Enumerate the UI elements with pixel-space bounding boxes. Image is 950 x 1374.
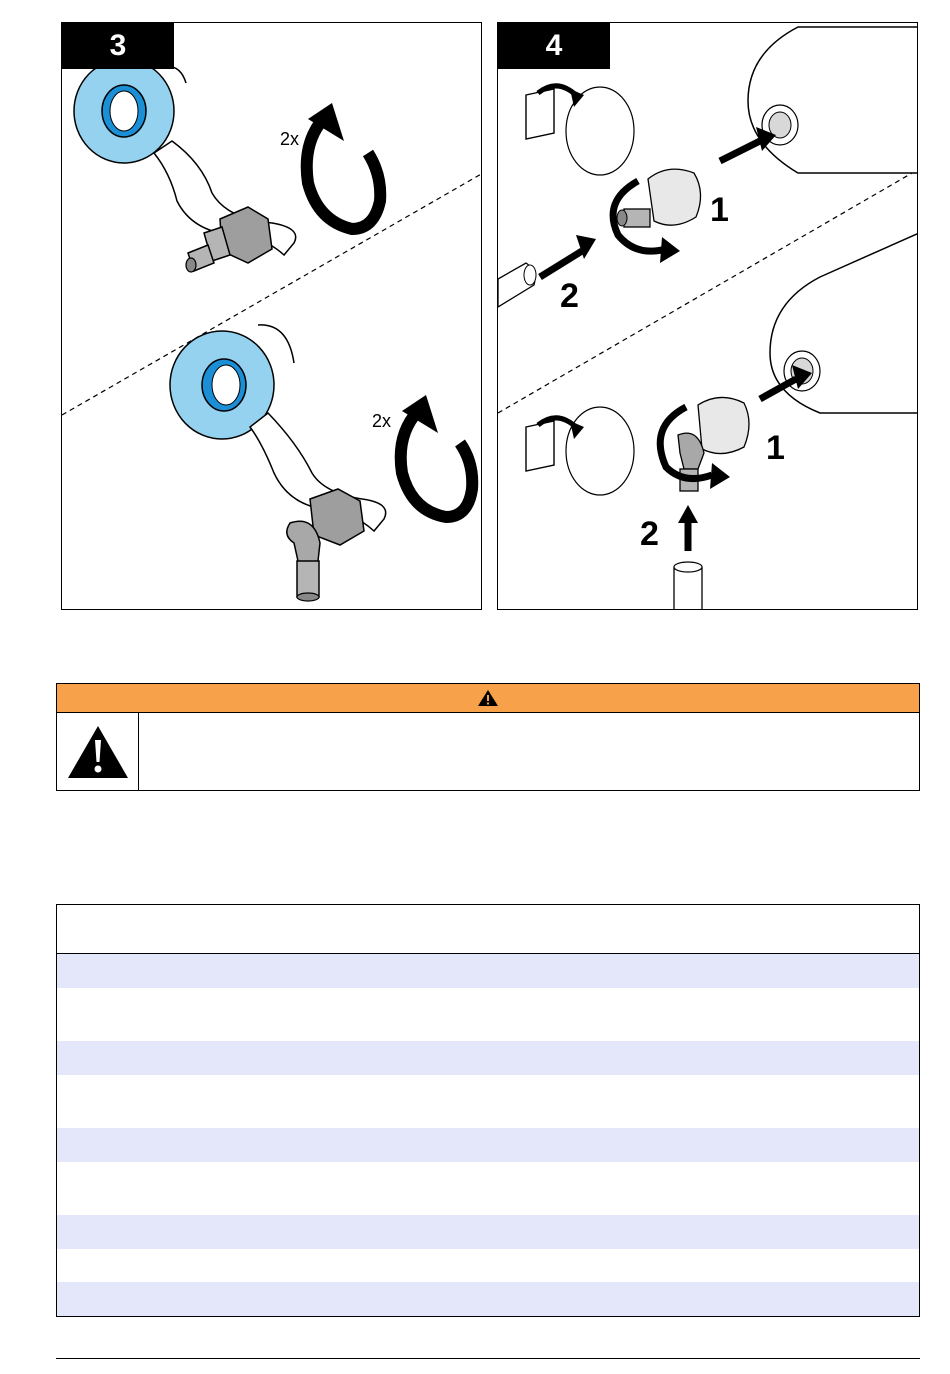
- table-row: [57, 1128, 919, 1162]
- warning-body: [57, 713, 919, 791]
- table-row: [57, 954, 919, 988]
- table-row: [57, 1215, 919, 1249]
- rotation-count-label: 2x: [280, 129, 300, 149]
- table-row: [57, 1249, 919, 1282]
- table-row: [57, 988, 919, 1041]
- parts-table: [56, 904, 920, 1317]
- elbow-hose-fitting: [287, 489, 364, 601]
- table-row: [57, 1282, 919, 1316]
- step-4-illustration: [498, 23, 918, 610]
- step-3-panel: [61, 22, 482, 610]
- rotation-count-label: 2x: [372, 411, 392, 431]
- callout-number: 2: [640, 515, 659, 553]
- rotation-arrow-icon: [307, 103, 381, 229]
- warning-box: [56, 683, 920, 791]
- warning-triangle-icon: [66, 724, 130, 780]
- push-arrow-icon: [678, 505, 698, 551]
- straight-hose-fitting: [613, 169, 700, 263]
- table-row: [57, 1041, 919, 1075]
- warning-header: [57, 684, 919, 713]
- table-row: [57, 1162, 919, 1215]
- warning-icon-cell: [57, 713, 139, 791]
- warning-triangle-icon: [477, 689, 499, 707]
- callout-number: 1: [766, 429, 785, 467]
- table-row: [57, 1075, 919, 1128]
- footer-rule: [56, 1358, 920, 1359]
- step-4-panel: [497, 22, 918, 610]
- push-arrow-icon: [720, 127, 776, 161]
- tubing: [498, 263, 536, 307]
- filter-housing: [748, 27, 918, 173]
- step-number-badge: 3: [62, 23, 174, 69]
- callout-number: 2: [560, 277, 579, 315]
- callout-number: 1: [710, 191, 729, 229]
- step-3-illustration: [62, 23, 482, 610]
- filter-housing: [770, 233, 918, 413]
- table-header-row: [57, 905, 919, 954]
- elbow-hose-fitting: [660, 397, 749, 491]
- tubing: [674, 562, 702, 610]
- peel-off-cap-icon: [526, 407, 634, 495]
- peel-off-cap-icon: [526, 86, 634, 175]
- push-arrow-icon: [540, 235, 596, 277]
- step-number-badge: 4: [498, 23, 610, 69]
- rotation-arrow-icon: [401, 395, 473, 517]
